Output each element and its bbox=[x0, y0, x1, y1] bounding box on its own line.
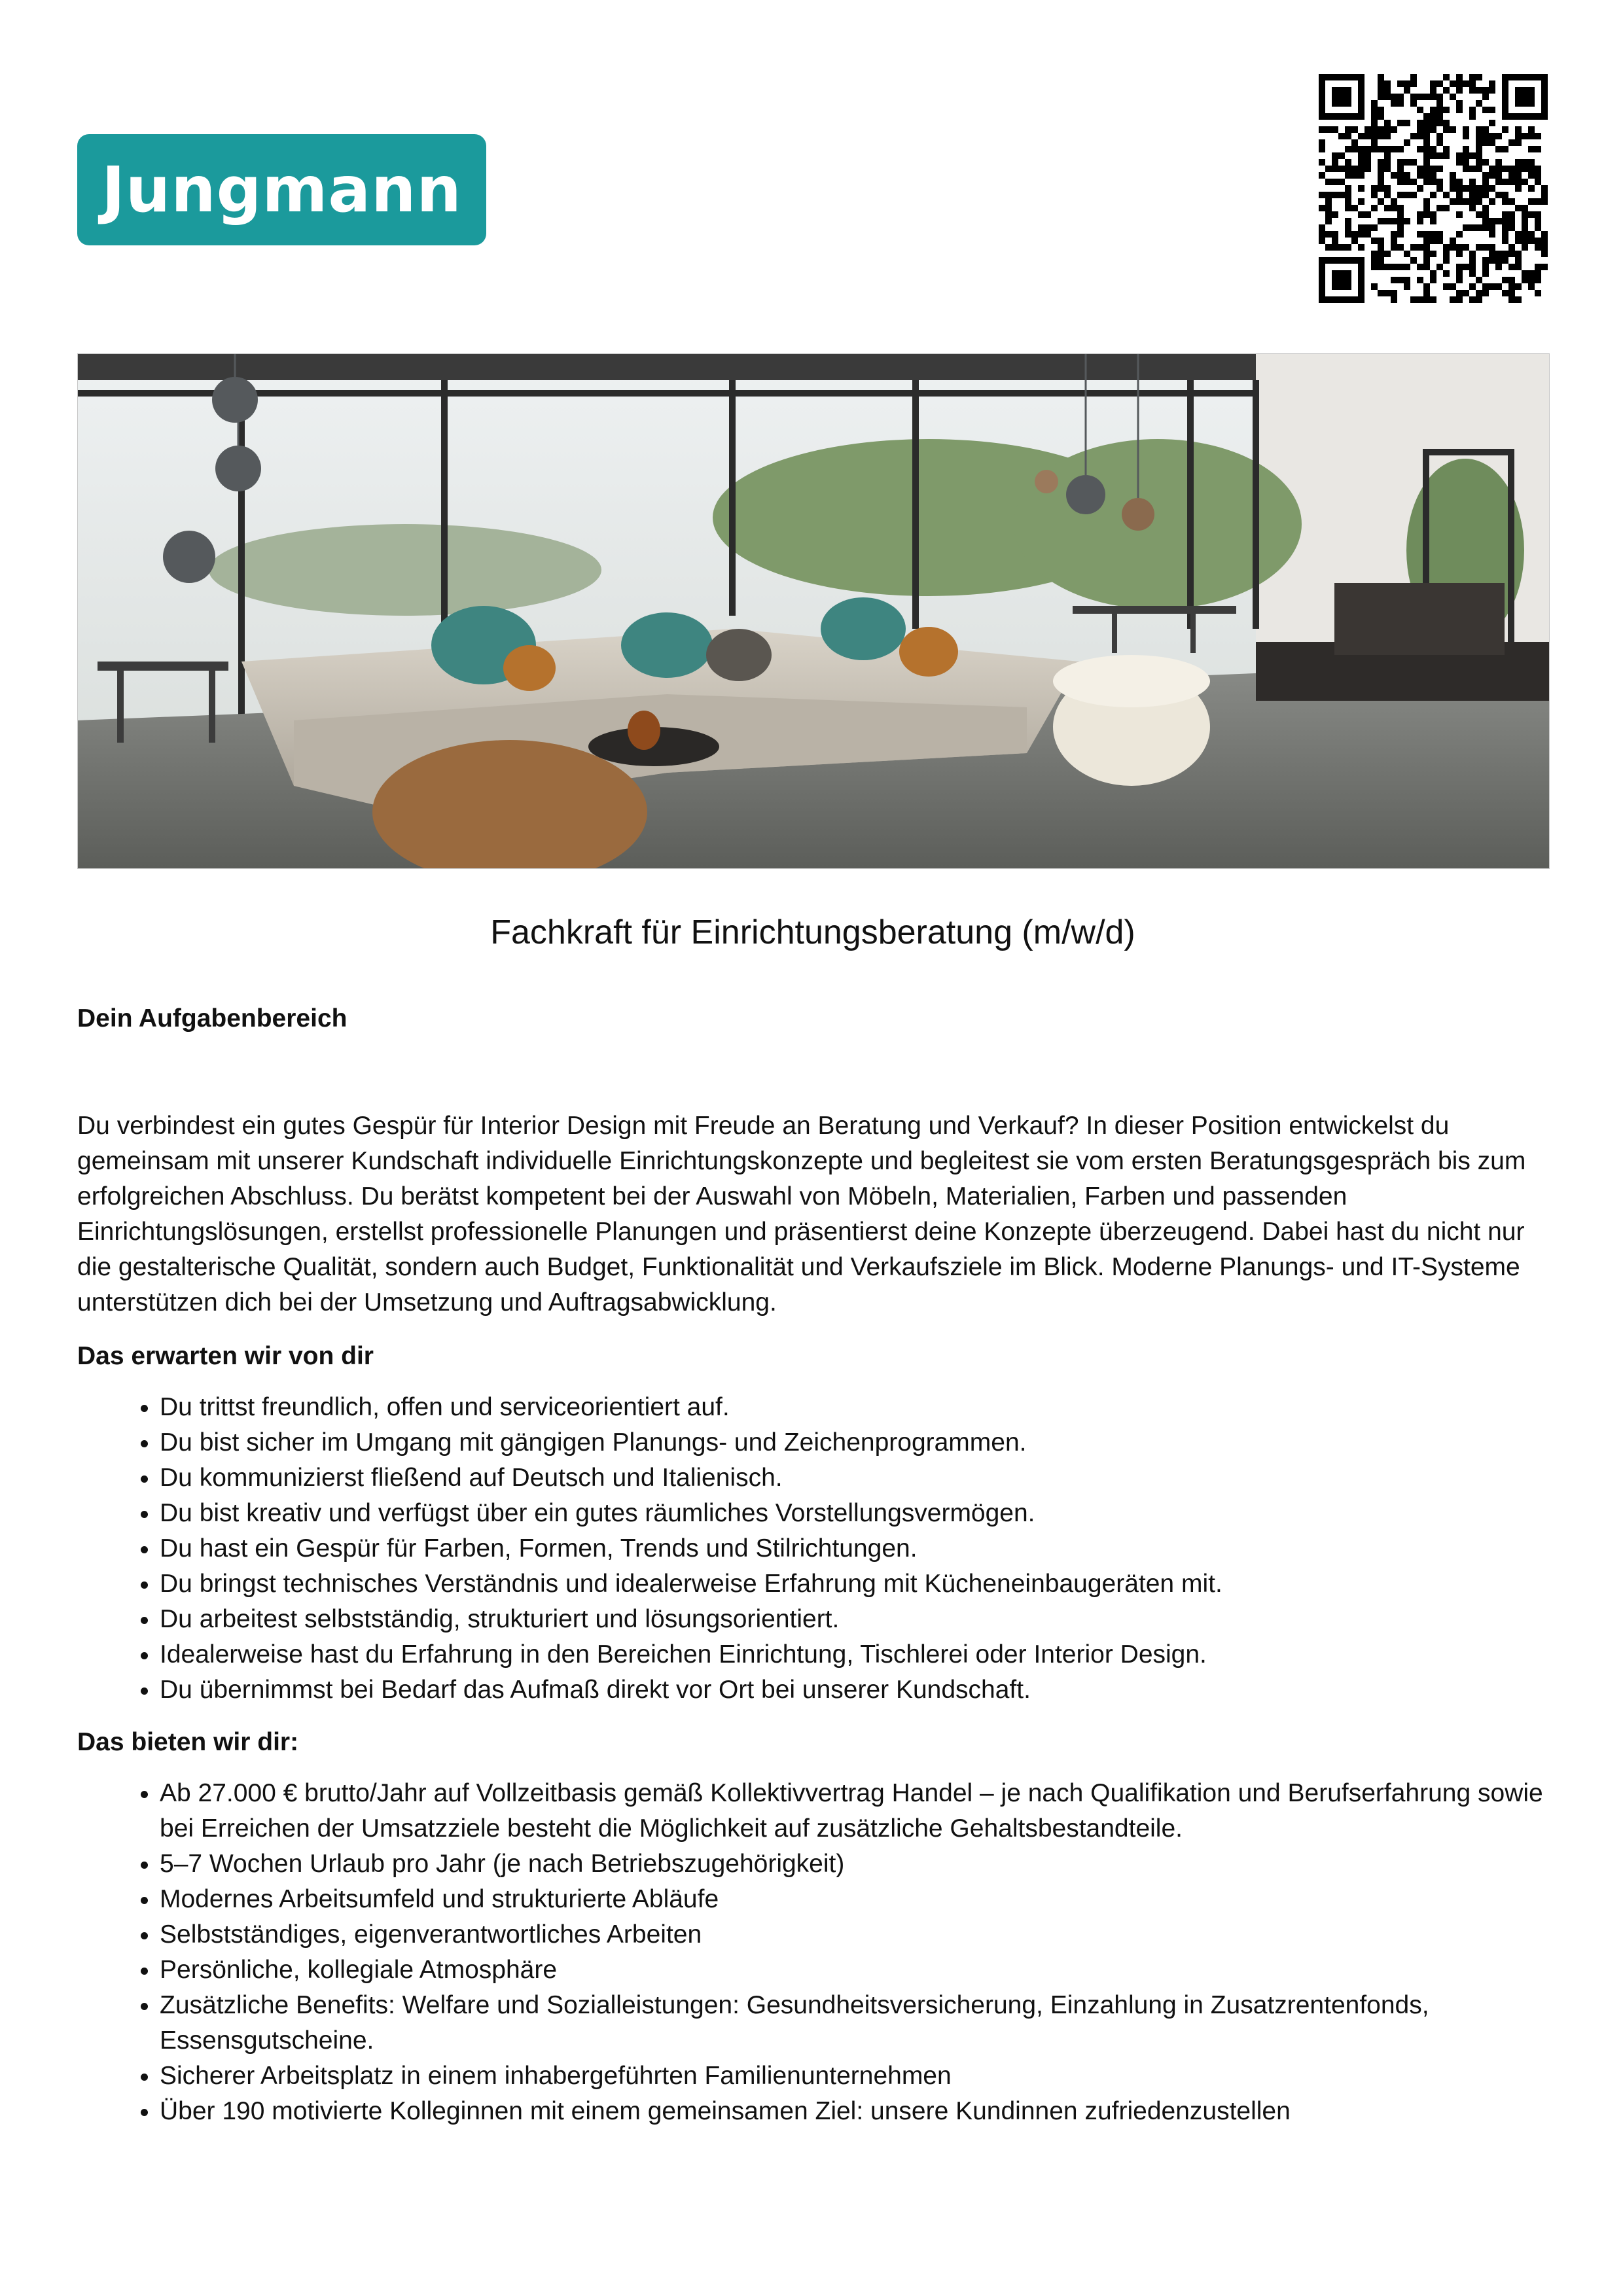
qr-code-icon bbox=[1319, 74, 1548, 303]
intro-paragraph: Du verbindest ein gutes Gespür für Interior Design mit Freude an Beratung und Verkauf? In dieser Position entwickelst du gemeinsam mit unserer Kundschaft individuelle Einrichtungskonzepte und begleitest sie vom ersten Beratungsgespräch bis zum erfolgreichen Abschluss. Du berätst kompetent bei der Auswahl von Möbeln, Materialien, Farben und passenden Einrichtungslösungen, erstellst professionelle Planungen und präsentierst deine Konzepte überzeugend. Dabei hast du nicht nur die gestalterische Qualität, sondern auch Budget, Funktionalität und Verkaufsziele im Blick. Moderne Planungs- und IT-Systeme unterstützen dich bei der Umsetzung und Auftragsabwicklung. bbox=[77, 1112, 1526, 1316]
list-item: • Du bist kreativ und verfügst über ein gutes räumliches Vorstellungsvermögen. bbox=[160, 1496, 1543, 1531]
list-item: • Du hast ein Gespür für Farben, Formen, Trends und Stilrichtungen. bbox=[160, 1531, 1543, 1566]
list-item: • Selbstständiges, eigenverantwortliches Arbeiten bbox=[160, 1917, 1543, 1952]
list-item: • Persönliche, kollegiale Atmosphäre bbox=[160, 1952, 1543, 1988]
list-item: • Sicherer Arbeitsplatz in einem inhabergeführten Familienunternehmen bbox=[160, 2058, 1543, 2094]
expect-heading: Das erwarten wir von dir bbox=[77, 1342, 374, 1370]
list-item: • Zusätzliche Benefits: Welfare und Sozialleistungen: Gesundheitsversicherung, Einzahlung in Zusatzrentenfonds, Essensgutscheine. bbox=[160, 1988, 1543, 2058]
list-item: • Idealerweise hast du Erfahrung in den Bereichen Einrichtung, Tischlerei oder Interior Design. bbox=[160, 1637, 1543, 1672]
logo-text: Jungmann bbox=[101, 153, 462, 226]
job-content bbox=[77, 1001, 1543, 2146]
job-title: Fachkraft für Einrichtungsberatung (m/w/d) bbox=[490, 913, 1135, 951]
list-item: • Du trittst freundlich, offen und serviceorientiert auf. bbox=[160, 1390, 1543, 1425]
list-item: • Über 190 motivierte Kolleginnen mit einem gemeinsamen Ziel: unsere Kundinnen zufriedenzustellen bbox=[160, 2094, 1543, 2129]
offer-heading: Das bieten wir dir: bbox=[77, 1728, 299, 1756]
offer-list bbox=[77, 1776, 1543, 2129]
expect-list bbox=[77, 1390, 1543, 1708]
list-item: • Modernes Arbeitsumfeld und strukturierte Abläufe bbox=[160, 1882, 1543, 1917]
list-item: • Ab 27.000 € brutto/Jahr auf Vollzeitbasis gemäß Kollektivvertrag Handel – je nach Qualifikation und Berufserfahrung sowie bei Erreichen der Umsatzziele besteht die Möglichkeit auf zusätzliche Gehaltsbestandteile. bbox=[160, 1776, 1543, 1846]
list-item: • Du bringst technisches Verständnis und idealerweise Erfahrung mit Kücheneinbaugeräten mit. bbox=[160, 1566, 1543, 1602]
hero-image bbox=[77, 353, 1550, 869]
tasks-heading: Dein Aufgabenbereich bbox=[77, 1004, 348, 1033]
list-item: • Du arbeitest selbstständig, strukturiert und lösungsorientiert. bbox=[160, 1602, 1543, 1637]
jungmann-logo bbox=[77, 134, 486, 245]
list-item: • Du übernimmst bei Bedarf das Aufmaß direkt vor Ort bei unserer Kundschaft. bbox=[160, 1672, 1543, 1708]
list-item: • 5–7 Wochen Urlaub pro Jahr (je nach Betriebszugehörigkeit) bbox=[160, 1846, 1543, 1882]
list-item: • Du bist sicher im Umgang mit gängigen Planungs- und Zeichenprogrammen. bbox=[160, 1425, 1543, 1460]
list-item: • Du kommunizierst fließend auf Deutsch und Italienisch. bbox=[160, 1460, 1543, 1496]
